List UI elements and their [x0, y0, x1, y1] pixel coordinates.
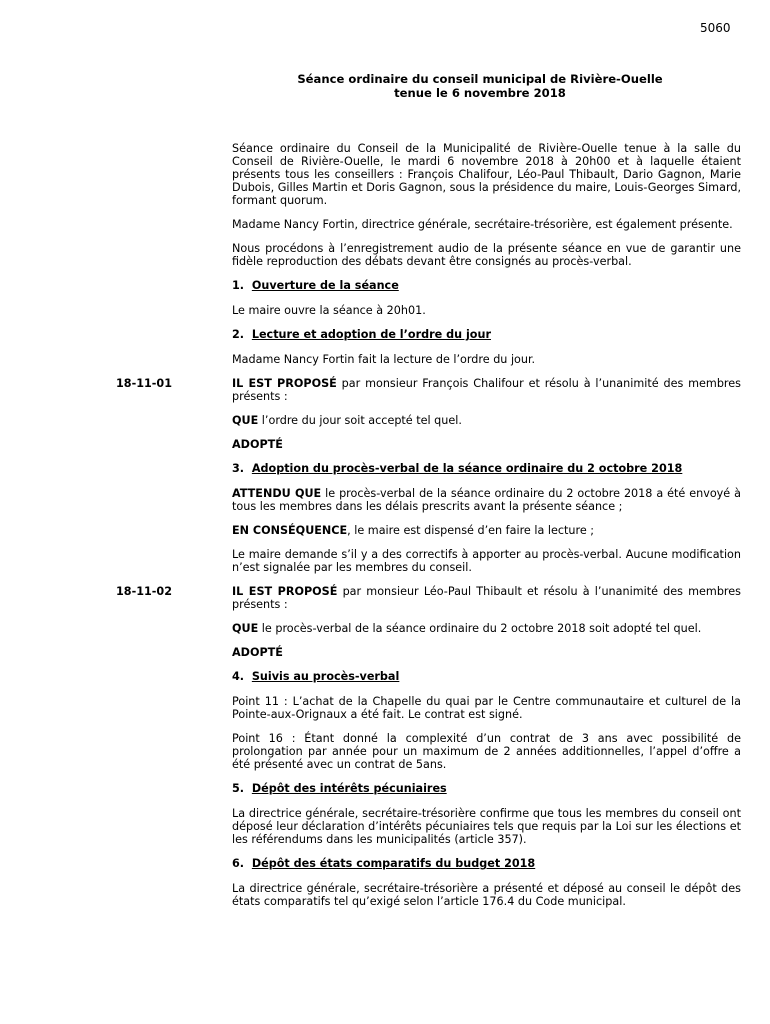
section-5-heading: [232, 782, 741, 795]
section-3-heading: [232, 462, 741, 475]
audio-note-paragraph: Nous procédons à l’enregistrement audio de la présente séance en vue de garantir une fidèle reproduction des débats devant être consignés au procès-verbal.: [232, 242, 741, 268]
que-lead: QUE: [232, 622, 259, 635]
resolution-number: 18-11-01: [116, 377, 172, 390]
section-4-title: Suivis au procès-verbal: [251, 670, 400, 683]
section-3-number: 3.: [232, 462, 245, 475]
que-clause: [232, 622, 741, 635]
section-2-number: 2.: [232, 328, 245, 341]
intro-paragraph: Séance ordinaire du Conseil de la Municipalité de Rivière-Ouelle tenue à la salle du Conseil de Rivière-Ouelle, le mardi 6 novembre 2018 à 20h00 et à laquelle étaient présents tous les conseillers : François Chalifour, Léo-Paul Thibault, Dario Gagnon, Marie Dubois, Gilles Martin et Doris Gagnon, sous la présidence du maire, Louis-Georges Simard, formant quorum.: [232, 142, 741, 207]
minutes-body: [116, 142, 741, 920]
section-6-text: La directrice générale, secrétaire-trésorière a présenté et déposé au conseil le dépôt des états comparatifs tel qu’exigé selon l’article 176.4 du Code municipal.: [232, 882, 741, 908]
correctifs-paragraph: Le maire demande s’il y a des correctifs à apporter au procès-verbal. Aucune modification n’est signalée par les membres du conseil.: [232, 548, 741, 574]
que-clause: [232, 414, 741, 427]
proposal-text: par monsieur François Chalifour et résolu à l’unanimité des membres présents :: [232, 377, 741, 403]
page-number: 5060: [700, 21, 731, 35]
que-text: l’ordre du jour soit accepté tel quel.: [258, 414, 462, 427]
que-lead: QUE: [232, 414, 259, 427]
section-2-heading: [232, 328, 741, 341]
section-4-heading: [232, 670, 741, 683]
adopted-label: ADOPTÉ: [232, 438, 283, 451]
proposal-text: par monsieur Léo-Paul Thibault et résolu à l’unanimité des membres présents :: [232, 585, 741, 611]
consequence-clause: [232, 524, 741, 537]
proposal-lead: IL EST PROPOSÉ: [232, 377, 337, 390]
consequence-lead: EN CONSÉQUENCE: [232, 524, 348, 537]
section-3-title: Adoption du procès-verbal de la séance ordinaire du 2 octobre 2018: [251, 462, 683, 475]
resolution-18-11-01: [116, 377, 741, 403]
section-6-title: Dépôt des états comparatifs du budget 2018: [251, 857, 536, 870]
resolution-number: 18-11-02: [116, 585, 172, 598]
point-16-paragraph: Point 16 : Étant donné la complexité d’un contrat de 3 ans avec possibilité de prolongation par année pour un maximum de 2 années additionnelles, l’appel d’offre a été présenté avec un contrat de 5ans.: [232, 732, 741, 771]
dg-present-paragraph: Madame Nancy Fortin, directrice générale, secrétaire-trésorière, est également présente.: [232, 218, 733, 231]
document-title: [180, 72, 770, 100]
consequence-text: , le maire est dispensé d’en faire la lecture ;: [347, 524, 595, 537]
title-line-2: tenue le 6 novembre 2018: [394, 86, 566, 100]
resolution-18-11-02: [116, 585, 741, 611]
section-5-text: La directrice générale, secrétaire-trésorière confirme que tous les membres du conseil ont déposé leur déclaration d’intérêts pécuniaires tels que requis par la Loi sur les élections et les référendums dans les municipalités (article 357).: [232, 807, 741, 846]
proposal-lead: IL EST PROPOSÉ: [232, 585, 338, 598]
section-5-number: 5.: [232, 782, 245, 795]
point-11-paragraph: Point 11 : L’achat de la Chapelle du quai par le Centre communautaire et culturel de la Pointe-aux-Orignaux a été fait. Le contrat est signé.: [232, 695, 741, 721]
section-1-heading: [232, 279, 741, 292]
section-2-title: Lecture et adoption de l’ordre du jour: [251, 328, 491, 341]
title-line-1: Séance ordinaire du conseil municipal de Rivière-Ouelle: [297, 72, 663, 86]
section-6-heading: [232, 857, 741, 870]
adopted-label: ADOPTÉ: [232, 646, 283, 659]
section-6-number: 6.: [232, 857, 245, 870]
que-text: le procès-verbal de la séance ordinaire du 2 octobre 2018 soit adopté tel quel.: [258, 622, 702, 635]
section-4-number: 4.: [232, 670, 245, 683]
section-1-text: Le maire ouvre la séance à 20h01.: [232, 304, 426, 317]
section-1-title: Ouverture de la séance: [251, 279, 399, 292]
section-2-text: Madame Nancy Fortin fait la lecture de l’ordre du jour.: [232, 353, 536, 366]
attendu-text: le procès-verbal de la séance ordinaire du 2 octobre 2018 a été envoyé à tous les membres dans les délais prescrits avant la présente séance ;: [232, 487, 741, 513]
attendu-clause: [232, 487, 741, 513]
section-5-title: Dépôt des intérêts pécuniaires: [251, 782, 447, 795]
attendu-lead: ATTENDU QUE: [232, 487, 322, 500]
section-1-number: 1.: [232, 279, 245, 292]
